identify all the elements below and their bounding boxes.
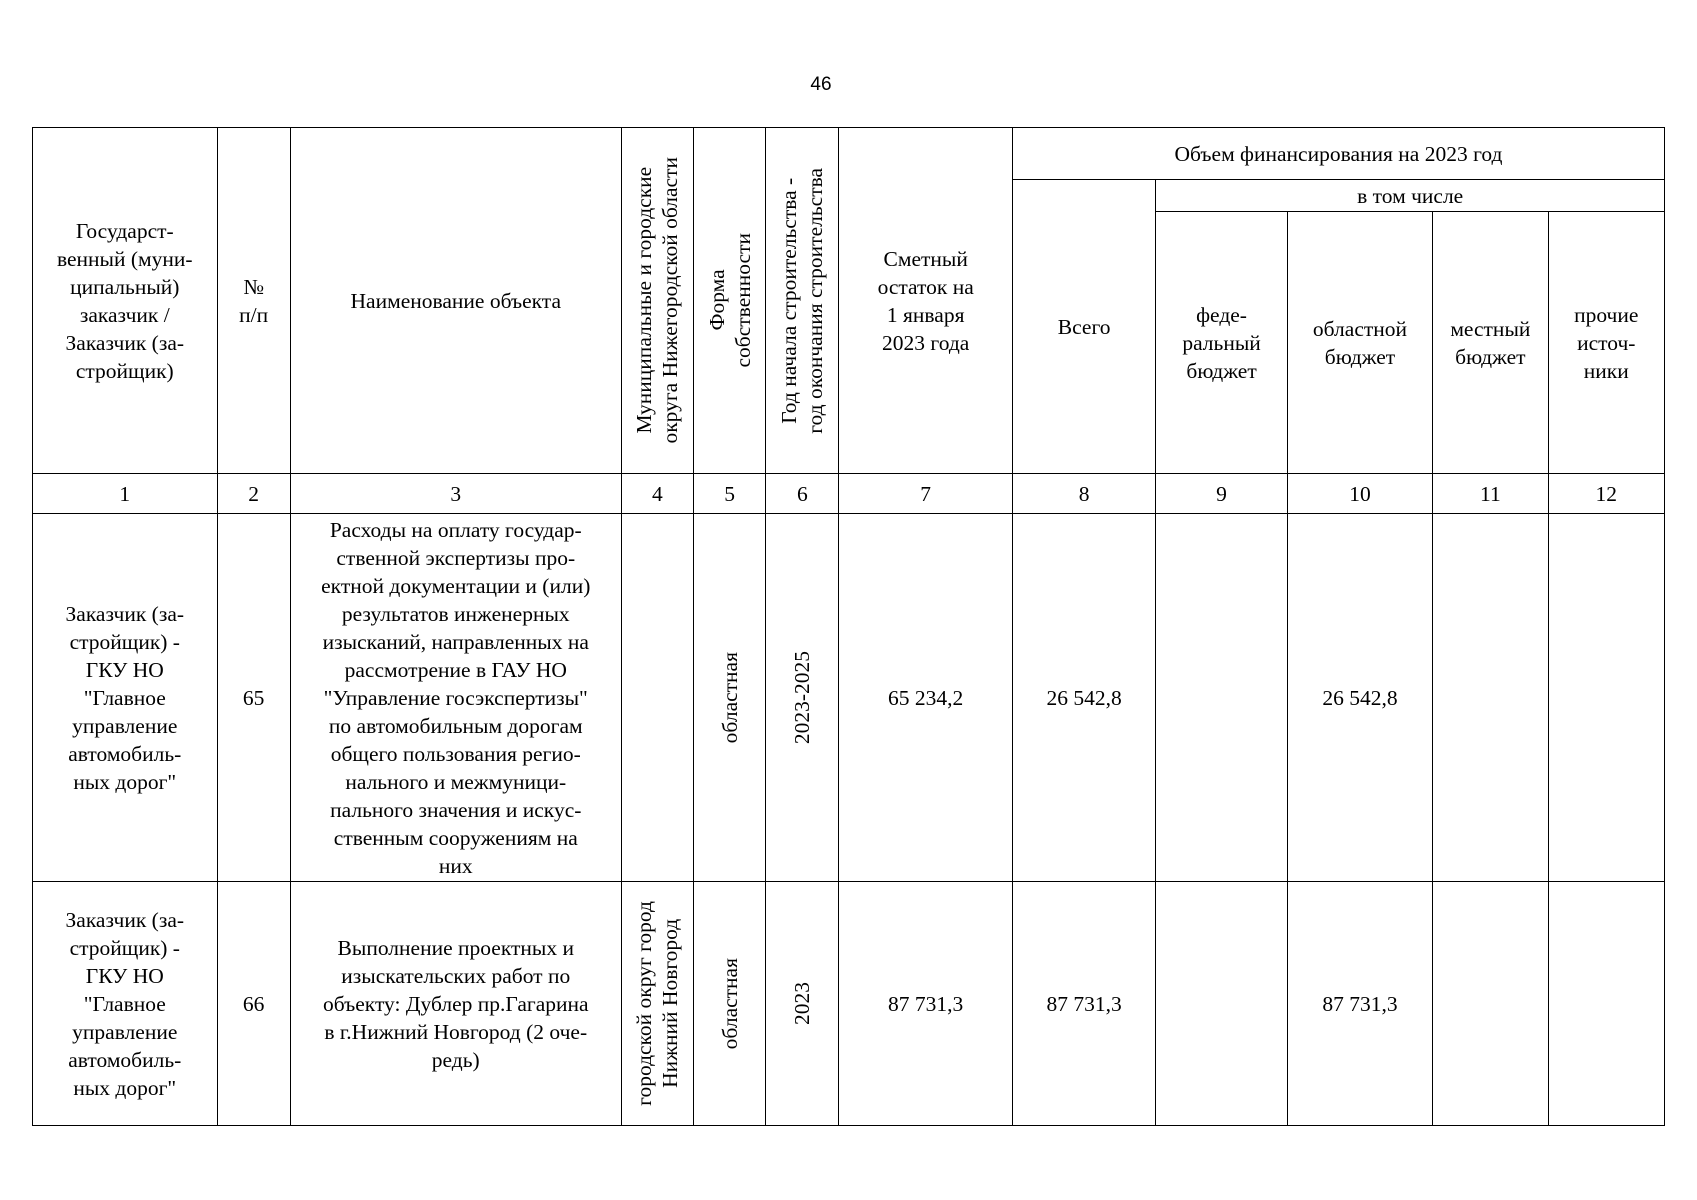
column-number-row <box>33 474 1665 514</box>
row-number: 65 <box>217 514 290 882</box>
row-regional: 87 731,3 <box>1287 882 1432 1126</box>
row-ownership: областная <box>717 957 742 1050</box>
header-row-1 <box>33 128 1665 180</box>
column-number: 7 <box>839 474 1013 514</box>
row-other <box>1548 514 1664 882</box>
row-years: 2023 <box>790 982 815 1025</box>
row-ownership: областная <box>717 651 742 744</box>
row-number: 66 <box>217 882 290 1126</box>
header-number: № п/п <box>217 128 290 474</box>
column-number: 9 <box>1156 474 1287 514</box>
header-years-cell <box>766 128 839 474</box>
row-federal <box>1156 514 1287 882</box>
row-ownership-cell <box>693 514 765 882</box>
row-years-cell <box>766 514 839 882</box>
column-number: 3 <box>290 474 621 514</box>
row-estimate-remainder: 87 731,3 <box>839 882 1013 1126</box>
row-local <box>1433 882 1548 1126</box>
row-municipality-cell <box>621 882 693 1126</box>
row-federal <box>1156 882 1287 1126</box>
header-total: Всего <box>1012 180 1155 474</box>
row-total: 87 731,3 <box>1012 882 1155 1126</box>
header-including: в том числе <box>1156 180 1665 212</box>
page-number: 46 <box>810 74 832 95</box>
header-funding-group: Объем финансирования на 2023 год <box>1012 128 1664 180</box>
column-number: 1 <box>33 474 218 514</box>
header-customer: Государст- венный (муни- ципальный) заказчик / Заказчик (за- стройщик) <box>33 128 218 474</box>
column-number: 4 <box>621 474 693 514</box>
row-other <box>1548 882 1664 1126</box>
column-number: 10 <box>1287 474 1432 514</box>
header-object-name: Наименование объекта <box>290 128 621 474</box>
table-row <box>33 514 1665 882</box>
row-estimate-remainder: 65 234,2 <box>839 514 1013 882</box>
row-ownership-cell <box>693 882 765 1126</box>
column-number: 5 <box>693 474 765 514</box>
column-number: 2 <box>217 474 290 514</box>
row-municipality-cell <box>621 514 693 882</box>
column-number: 8 <box>1012 474 1155 514</box>
row-object-name: Выполнение проектных и изыскательских работ по объекту: Дублер пр.Гагарина в г.Нижний Новгород (2 оче- редь) <box>290 882 621 1126</box>
header-ownership-cell <box>693 128 765 474</box>
row-regional: 26 542,8 <box>1287 514 1432 882</box>
row-local <box>1433 514 1548 882</box>
header-municipality-cell <box>621 128 693 474</box>
row-years: 2023-2025 <box>790 650 815 745</box>
header-other: прочие источ- ники <box>1548 212 1664 474</box>
row-customer: Заказчик (за- стройщик) - ГКУ НО "Главное управление автомобиль- ных дорог" <box>33 514 218 882</box>
row-customer: Заказчик (за- стройщик) - ГКУ НО "Главное управление автомобиль- ных дорог" <box>33 882 218 1126</box>
header-years: Год начала строительства - год окончания строительства <box>777 167 828 434</box>
funding-table <box>32 127 1665 1126</box>
row-years-cell <box>766 882 839 1126</box>
row-object-name: Расходы на оплату государ- ственной экспертизы про- ектной документации и (или) результатов инженерных изысканий, направленных на рассмотрение в ГАУ НО "Управление госэкспертизы" по автомобильным дорогам общего пользования регио- нального и межмуници- пального значения и искус- ственным сооружениям на них <box>290 514 621 882</box>
column-number: 11 <box>1433 474 1548 514</box>
column-number: 12 <box>1548 474 1664 514</box>
header-local: местный бюджет <box>1433 212 1548 474</box>
header-municipality: Муниципальные и городские округа Нижегородской области <box>632 157 683 444</box>
table-row <box>33 882 1665 1126</box>
header-estimate-remainder: Сметный остаток на 1 января 2023 года <box>839 128 1013 474</box>
row-municipality: городской округ город Нижний Новгород <box>632 901 683 1106</box>
column-number: 6 <box>766 474 839 514</box>
header-regional: областной бюджет <box>1287 212 1432 474</box>
header-ownership: Форма собственности <box>704 233 755 368</box>
row-total: 26 542,8 <box>1012 514 1155 882</box>
header-federal: феде- ральный бюджет <box>1156 212 1287 474</box>
